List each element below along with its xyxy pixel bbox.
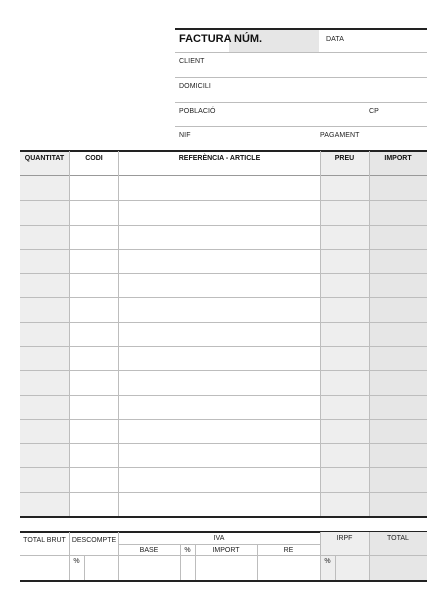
irpf-pct-label: % (324, 558, 331, 565)
invoice-title: FACTURA (179, 33, 232, 45)
row-divider (20, 467, 427, 468)
row-divider (20, 370, 427, 371)
table-row[interactable] (20, 176, 427, 200)
row-divider (20, 249, 427, 250)
col-header-price: PREU (334, 155, 355, 162)
iva-base-label: BASE (139, 547, 159, 554)
re-field[interactable] (258, 556, 320, 580)
table-row[interactable] (20, 225, 427, 249)
total-brut-field[interactable] (20, 556, 69, 580)
totals-bottom-rule (20, 580, 427, 582)
tax-id-label: NIF (179, 132, 191, 139)
iva-subheader-rule (118, 544, 320, 545)
irpf-field[interactable] (336, 556, 369, 580)
row-divider (20, 322, 427, 323)
row-divider (20, 443, 427, 444)
table-row[interactable] (20, 249, 427, 273)
irpf-label: IRPF (336, 535, 353, 542)
postcode-label: CP (369, 108, 379, 115)
table-row[interactable] (20, 443, 427, 467)
table-row[interactable] (20, 492, 427, 516)
row-divider (20, 200, 427, 201)
total-label: TOTAL (387, 535, 409, 542)
iva-pct-label: % (184, 547, 191, 554)
iva-base-field[interactable] (119, 556, 180, 580)
table-row[interactable] (20, 370, 427, 394)
row-divider (20, 225, 427, 226)
table-row[interactable] (20, 419, 427, 443)
row-divider (20, 346, 427, 347)
col-header-reference: REFERÈNCIA - ARTICLE (178, 155, 261, 162)
client-label: CLIENT (179, 58, 205, 65)
table-row[interactable] (20, 395, 427, 419)
payment-field[interactable] (360, 127, 427, 146)
tax-id-field[interactable] (195, 127, 315, 146)
discount-pct-label: % (73, 558, 80, 565)
table-row[interactable] (20, 200, 427, 224)
address-field[interactable] (215, 78, 427, 102)
address-label: DOMICILI (179, 83, 211, 90)
row-divider (20, 419, 427, 420)
row-divider (20, 492, 427, 493)
table-row[interactable] (20, 322, 427, 346)
row-divider (20, 273, 427, 274)
iva-label: IVA (213, 535, 225, 542)
row-divider (20, 297, 427, 298)
col-header-quantity: QUANTITAT (24, 155, 65, 162)
payment-label: PAGAMENT (320, 132, 360, 139)
table-row[interactable] (20, 346, 427, 370)
iva-import-label: IMPORT (212, 547, 240, 554)
re-label: RE (283, 547, 294, 554)
town-field[interactable] (215, 103, 365, 127)
invoice-number-label: NÚM. (234, 33, 263, 45)
total-field[interactable] (370, 556, 427, 580)
date-field[interactable] (322, 30, 427, 52)
date-label: DATA (326, 36, 345, 43)
col-header-code: CODI (85, 155, 103, 162)
col-header-amount: IMPORT (384, 155, 412, 162)
discount-label: DESCOMPTE (71, 537, 117, 544)
client-field[interactable] (210, 53, 427, 77)
discount-field[interactable] (85, 556, 118, 580)
total-brut-label: TOTAL BRUT (23, 537, 66, 544)
row-divider (20, 395, 427, 396)
table-top-rule (20, 150, 427, 152)
table-row[interactable] (20, 297, 427, 321)
postcode-field[interactable] (382, 103, 427, 127)
table-bottom-rule (20, 516, 427, 518)
table-row[interactable] (20, 273, 427, 297)
town-label: POBLACIÓ (179, 108, 216, 115)
table-row[interactable] (20, 467, 427, 491)
iva-import-field[interactable] (196, 556, 257, 580)
